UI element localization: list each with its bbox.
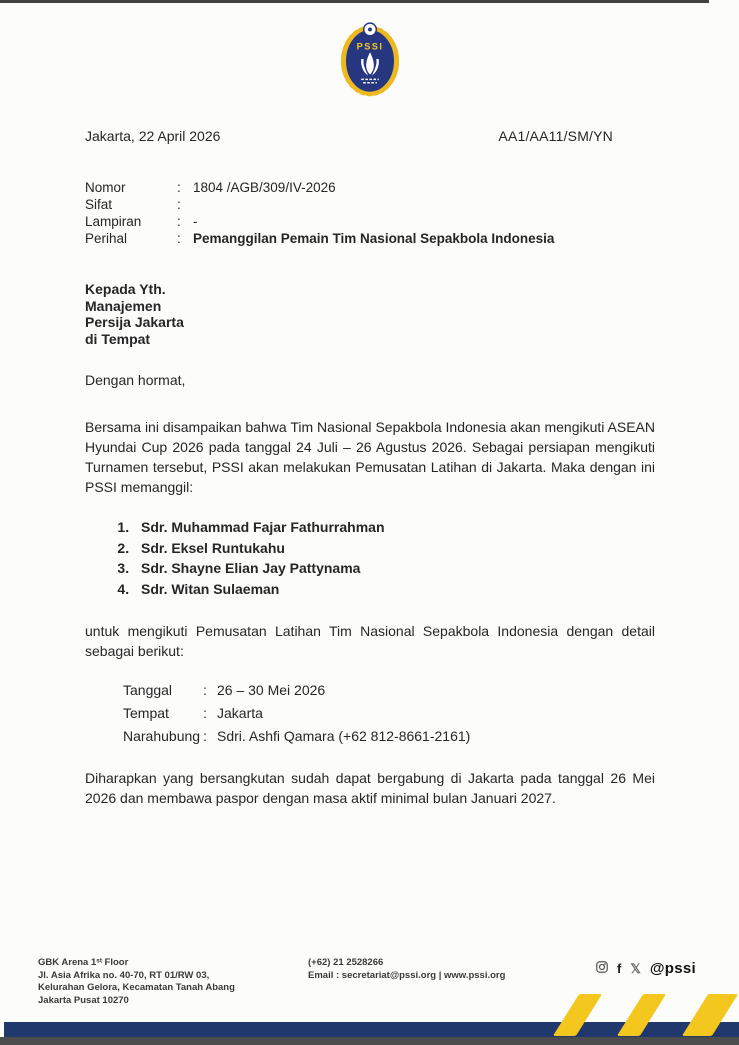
- meta-label: Sifat: [85, 197, 113, 212]
- footer-contact: [308, 957, 568, 982]
- recipient-block: [85, 281, 655, 347]
- meta-colon: :: [177, 214, 181, 229]
- detail-value: 26 – 30 Mei 2026: [217, 682, 326, 698]
- city-date: Jakarta, 22 April 2026: [85, 128, 221, 144]
- detail-row-narahubung: [123, 725, 655, 748]
- letter-subject: Pemanggilan Pemain Tim Nasional Sepakbola Indonesia: [193, 231, 555, 246]
- letter-meta: [85, 179, 655, 247]
- reference-code: AA1/AA11/SM/YN: [498, 128, 613, 144]
- meta-colon: :: [177, 197, 181, 212]
- meta-row-perihal: [85, 230, 655, 247]
- meta-value: [193, 196, 655, 213]
- letter-header-row: [85, 126, 655, 146]
- meta-value: 1804 /AGB/309/IV-2026: [193, 180, 336, 195]
- meta-row-lampiran: [85, 213, 655, 230]
- player-item: 3. Sdr. Shayne Elian Jay Pattynama: [133, 558, 655, 579]
- meta-label: Lampiran: [85, 214, 142, 229]
- x-icon[interactable]: 𝕏: [630, 961, 641, 976]
- top-edge-line: [0, 0, 709, 3]
- meta-row-sifat: [85, 196, 655, 213]
- address-line: Jakarta Pusat 10270: [38, 994, 129, 1006]
- meta-colon: :: [177, 231, 181, 246]
- meta-row-nomor: [85, 179, 655, 196]
- recipient-line: Persija Jakarta: [85, 314, 184, 330]
- detail-label: Tanggal: [123, 682, 173, 698]
- player-item: 1. Sdr. Muhammad Fajar Fathurrahman: [133, 517, 655, 538]
- meta-value: -: [193, 214, 198, 229]
- recipient-line: Manajemen: [85, 297, 162, 314]
- footer-email: Email : secretariat@pssi.org | www.pssi.org: [308, 969, 506, 981]
- address-line: Jl. Asia Afrika no. 40-70, RT 01/RW 03,: [38, 969, 210, 981]
- detail-row-tempat: [123, 702, 655, 725]
- footer-address: [38, 957, 298, 1007]
- letterhead: [0, 20, 739, 103]
- salutation: Dengan hormat,: [85, 372, 186, 388]
- recipient-line: Kepada Yth.: [85, 281, 166, 297]
- address-line: Kelurahan Gelora, Kecamatan Tanah Abang: [38, 982, 235, 993]
- detail-label: Narahubung: [123, 728, 201, 744]
- players-list: [85, 517, 655, 599]
- address-line: GBK Arena 1ˢᵗ Floor: [38, 957, 129, 968]
- letter-body: [85, 126, 655, 808]
- meta-colon: :: [177, 180, 181, 195]
- recipient-line: di Tempat: [85, 330, 151, 347]
- meta-label: Nomor: [85, 180, 126, 195]
- letter-footer: [0, 957, 739, 1007]
- social-handle[interactable]: @pssi: [649, 960, 696, 977]
- bottom-edge: [0, 1037, 739, 1045]
- footer-phone: (+62) 21 2528266: [308, 957, 384, 968]
- svg-text:PSSI: PSSI: [356, 41, 383, 52]
- detail-row-tanggal: [123, 679, 655, 702]
- detail-colon: :: [203, 682, 207, 698]
- detail-label: Tempat: [123, 705, 169, 721]
- detail-colon: :: [203, 728, 207, 744]
- paragraph-closing: Diharapkan yang bersangkutan sudah dapat bergabung di Jakarta pada tanggal 26 Mei 2026 dan membawa paspor dengan masa aktif minimal bulan Januari 2027.: [85, 770, 655, 806]
- player-item: 4. Sdr. Witan Sulaeman: [133, 579, 655, 600]
- pssi-crest-icon: [339, 20, 401, 103]
- detail-colon: :: [203, 705, 207, 721]
- instagram-icon[interactable]: [596, 961, 608, 978]
- player-item: 2. Sdr. Eksel Runtukahu: [133, 538, 655, 559]
- training-details: [123, 679, 655, 748]
- meta-label: Perihal: [85, 231, 128, 246]
- facebook-icon[interactable]: f: [617, 961, 622, 976]
- paragraph-intro: Bersama ini disampaikan bahwa Tim Nasional Sepakbola Indonesia akan mengikuti ASEAN Hyundai Cup 2026 pada tanggal 24 Juli – 26 Agustus 2026. Sebagai persiapan mengikuti Turnamen tersebut, PSSI akan melakukan Pemusatan Latihan di Jakarta. Maka dengan ini PSSI memanggil:: [85, 419, 655, 495]
- detail-value: Sdri. Ashfi Qamara (+62 812-8661-2161): [217, 728, 471, 744]
- paragraph-details-intro: untuk mengikuti Pemusatan Latihan Tim Nasional Sepakbola Indonesia dengan detail sebagai berikut:: [85, 623, 655, 659]
- detail-value: Jakarta: [217, 705, 263, 721]
- footer-social: [596, 961, 696, 978]
